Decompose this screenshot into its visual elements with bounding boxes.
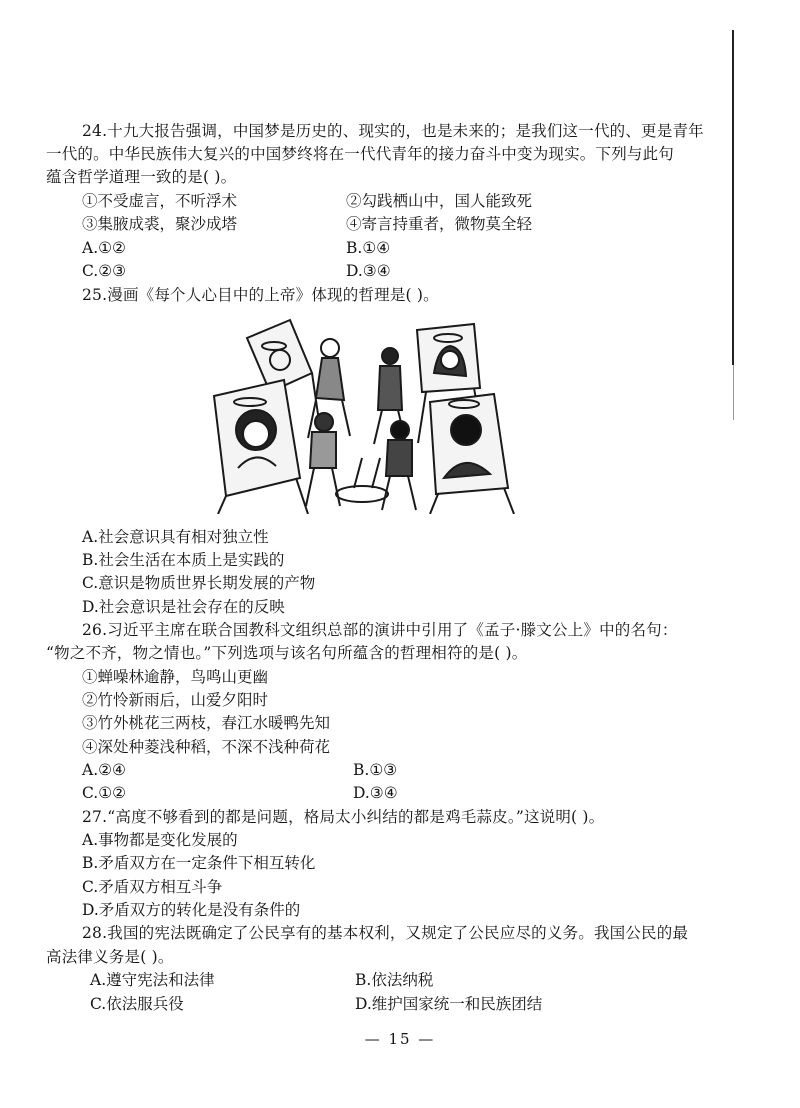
q24-stem-line1: 24.十九大报告强调，中国梦是历史的、现实的，也是未来的；是我们这一代的、更是青年 bbox=[82, 122, 704, 140]
easel-bottom-right bbox=[430, 394, 514, 514]
q28-choice-c[interactable]: C.依法服兵役 bbox=[90, 995, 184, 1013]
page-number: — 15 — bbox=[364, 1030, 436, 1048]
q26-stem-line1: 26.习近平主席在联合国教科文组织总部的演讲中引用了《孟子·滕文公上》中的名句： bbox=[82, 621, 678, 639]
q26-item-1: ①蝉噪林逾静，鸟鸣山更幽 bbox=[82, 668, 269, 686]
q26-choice-c[interactable]: C.①② bbox=[82, 784, 127, 802]
q24-item-3: ③集腋成裘，聚沙成塔 bbox=[82, 215, 238, 233]
q24-choice-b[interactable]: B.①④ bbox=[346, 239, 391, 257]
q26-item-4: ④深处种菱浅种稻，不深不浅种荷花 bbox=[82, 738, 331, 756]
q27-choice-d[interactable]: D.矛盾双方的转化是没有条件的 bbox=[82, 901, 301, 919]
q25-choice-a[interactable]: A.社会意识具有相对独立性 bbox=[82, 528, 269, 546]
q26-choice-b[interactable]: B.①③ bbox=[353, 761, 398, 779]
q28-choice-d[interactable]: D.维护国家统一和民族团结 bbox=[355, 995, 543, 1013]
margin-rule bbox=[732, 30, 734, 365]
q27-choice-c[interactable]: C.矛盾双方相互斗争 bbox=[82, 878, 223, 896]
q25-stem: 25.漫画《每个人心目中的上帝》体现的哲理是( )。 bbox=[82, 286, 439, 304]
q25-choice-c[interactable]: C.意识是物质世界长期发展的产物 bbox=[82, 574, 316, 592]
q28-stem-line2: 高法律义务是( )。 bbox=[46, 948, 174, 966]
q27-choice-a[interactable]: A.事物都是变化发展的 bbox=[82, 831, 238, 849]
painter-figures bbox=[306, 339, 416, 510]
q26-item-3: ③竹外桃花三两枝，春江水暖鸭先知 bbox=[82, 714, 331, 732]
q26-item-2: ②竹怜新雨后，山爱夕阳时 bbox=[82, 691, 269, 709]
q24-choice-c[interactable]: C.②③ bbox=[82, 262, 127, 280]
q26-choice-d[interactable]: D.③④ bbox=[353, 784, 398, 802]
q28-choice-b[interactable]: B.依法纳税 bbox=[355, 971, 434, 989]
q24-choice-d[interactable]: D.③④ bbox=[346, 262, 391, 280]
q26-stem-line2: “物之不齐，物之情也。”下列选项与该名句所蕴含的哲理相符的是( )。 bbox=[46, 644, 528, 662]
q24-item-1: ①不受虚言，不听浮术 bbox=[82, 192, 238, 210]
q25-choice-b[interactable]: B.社会生活在本质上是实践的 bbox=[82, 551, 285, 569]
q28-stem-line1: 28.我国的宪法既确定了公民享有的基本权利，又规定了公民应尽的义务。我国公民的最 bbox=[82, 924, 689, 942]
q28-choice-a[interactable]: A.遵守宪法和法律 bbox=[90, 971, 215, 989]
easel-bottom-left bbox=[214, 380, 308, 514]
cartoon-illustration bbox=[212, 318, 524, 514]
q24-item-4: ④寄言持重者，微物莫全轻 bbox=[346, 215, 533, 233]
q24-choice-a[interactable]: A.①② bbox=[82, 239, 126, 257]
q25-choice-d[interactable]: D.社会意识是社会存在的反映 bbox=[82, 598, 285, 616]
q24-stem-line3: 蕴含哲学道理一致的是( )。 bbox=[46, 168, 237, 186]
q24-stem-line2: 一代的。中华民族伟大复兴的中国梦终将在一代代青年的接力奋斗中变为现实。下列与此句 bbox=[46, 145, 675, 163]
q27-stem: 27.“高度不够看到的都是问题，格局太小纠结的都是鸡毛蒜皮。”这说明( )。 bbox=[82, 808, 605, 826]
margin-rule-thin bbox=[733, 365, 734, 420]
q27-choice-b[interactable]: B.矛盾双方在一定条件下相互转化 bbox=[82, 854, 316, 872]
q24-item-2: ②勾践栖山中，国人能致死 bbox=[346, 192, 533, 210]
q26-choice-a[interactable]: A.②④ bbox=[82, 761, 126, 779]
